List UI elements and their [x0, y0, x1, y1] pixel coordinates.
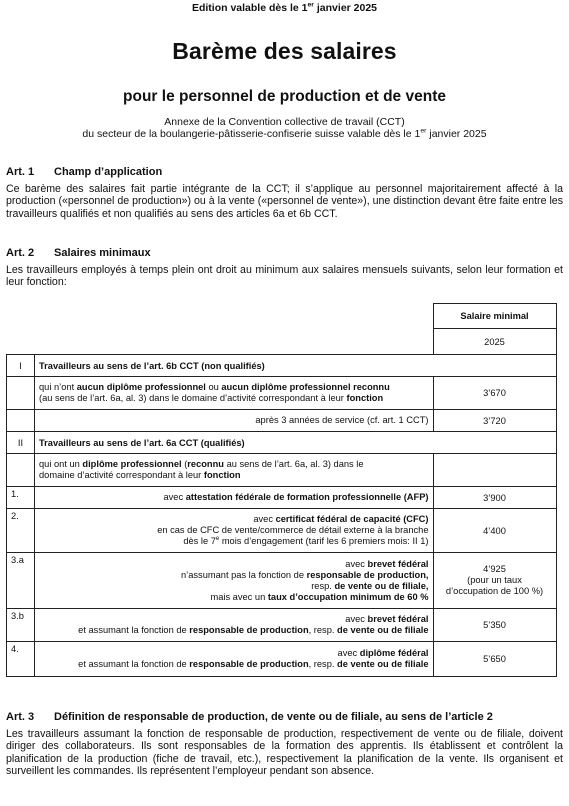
table-row: après 3 années de service (cf. art. 1 CCT) 3’720 [7, 410, 557, 432]
art1-text: Ce barème des salaires fait partie intégrante de la CCT; il s’applique au personnel majoritairement affecté à la production («personnel de production») ou à la vente («personnel de vente»), une distinction devant être faite entre les travailleurs qualifiés et non qualifiés au sens des articles 6a et 6b CCT. [6, 183, 563, 220]
table-row: qui n’ont aucun diplôme professionnel ou aucun diplôme professionnel reconnu (au sens de l’art. 6a, al. 3) dans le domaine d’activité correspondant à leur fonction 3’670 [7, 377, 557, 410]
section-header: II Travailleurs au sens de l’art. 6a CCT (qualifiés) [7, 432, 557, 454]
art3-text: Les travailleurs assumant la fonction de responsable de production, respectivement de vente ou de filiale, doivent diriger des collaborateurs. Ils sont responsables de la formation des apprentis. Ils établissent et contrôlent la planification de la production (fiche de travail, etc.), respectivement la planification de la vente. Ils organisent et surveillent les commandes. Ils représentent l’employeur pendant son absence. [6, 728, 563, 778]
salary-value: 5’350 [433, 609, 556, 642]
art2-text: Les travailleurs employés à temps plein ont droit au minimum aux salaires mensuels suivants, selon leur formation et leur fonction: [6, 264, 563, 289]
salary-value: 3’670 [433, 377, 556, 410]
salary-value: 4’925 (pour un taux d’occupation de 100 %) [433, 553, 556, 609]
edition-notice: Edition valable dès le 1er janvier 2025 [191, 1, 378, 14]
table-row: 4. avec diplôme fédéral et assumant la fonction de responsable de production, resp. de vente ou de filiale 5’650 [7, 642, 557, 677]
salary-value: 5’650 [433, 642, 556, 677]
salary-table [6, 303, 557, 677]
table-row: 3.b avec brevet fédéral et assumant la fonction de responsable de production, resp. de vente ou de filiale 5’350 [7, 609, 557, 642]
table-row: qui ont un diplôme professionnel (reconnu au sens de l’art. 6a, al. 3) dans le domaine d’activité correspondant à leur fonction [7, 454, 557, 487]
art3-heading: Art. 3 Définition de responsable de production, de vente ou de filiale, au sens de l’article 2 [6, 711, 493, 723]
col-header-salary: Salaire minimal [433, 304, 556, 329]
art1-heading: Art. 1 Champ d’application [6, 166, 163, 178]
table-row: 1. avec attestation fédérale de formation professionnelle (AFP) 3’900 [7, 487, 557, 509]
table-row: 2. avec certificat fédéral de capacité (CFC) en cas de CFC de vente/commerce de détail externe à la branche dès le 7e mois d’engagement (tarif les 6 premiers mois: II 1) 4’400 [7, 509, 557, 553]
art2-heading: Art. 2 Salaires minimaux [6, 247, 151, 259]
table-row: 3.a avec brevet fédéral n’assumant pas la fonction de responsable de production, resp. de vente ou de filiale, mais avec un taux d’occupation minimum de 60 % 4’925 (pour un taux d’occupation de 100 %) [7, 553, 557, 609]
salary-value: 3’900 [433, 487, 556, 509]
page-title: Barème des salaires [172, 38, 397, 64]
col-header-year: 2025 [433, 329, 556, 355]
section-header: I Travailleurs au sens de l’art. 6b CCT (non qualifiés) [7, 355, 557, 377]
salary-value: 3’720 [433, 410, 556, 432]
annex-note: Annexe de la Convention collective de travail (CCT) du secteur de la boulangerie-pâtisserie-confiserie suisse valable dès le 1er janvier 2025 [82, 116, 487, 140]
salary-value: 4’400 [433, 509, 556, 553]
page-subtitle: pour le personnel de production et de vente [123, 88, 446, 105]
